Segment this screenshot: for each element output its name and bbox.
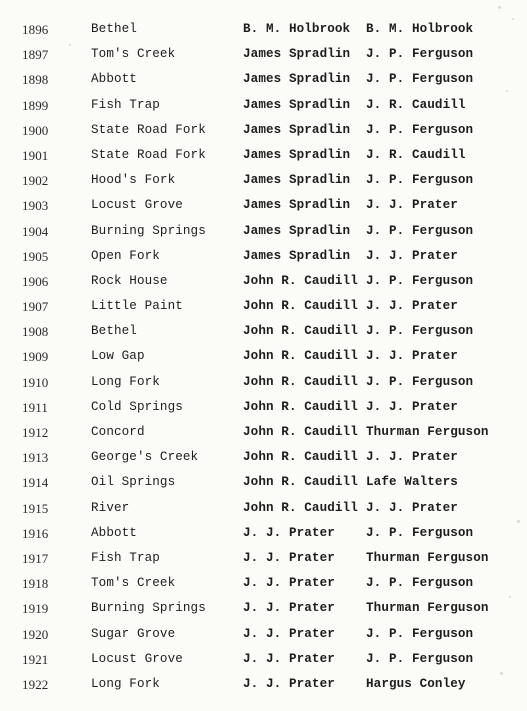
record-place: Rock House — [91, 273, 168, 288]
record-clerk: J. P. Ferguson — [366, 324, 474, 339]
record-clerk: J. P. Ferguson — [366, 626, 474, 641]
record-year: 1920 — [22, 626, 49, 642]
record-place: Tom's Creek — [91, 576, 176, 591]
record-row — [0, 571, 527, 596]
records-list — [0, 17, 527, 697]
record-year: 1898 — [22, 72, 49, 88]
record-clerk: J. J. Prater — [366, 450, 458, 465]
record-moderator: J. J. Prater — [243, 525, 335, 540]
record-clerk: J. J. Prater — [366, 349, 458, 364]
record-place: Abbott — [91, 525, 137, 540]
record-year: 1915 — [22, 500, 49, 516]
record-place: George's Creek — [91, 450, 199, 465]
record-moderator: James Spradlin — [243, 173, 351, 188]
record-place: Abbott — [91, 72, 137, 87]
record-place: Locust Grove — [91, 651, 183, 666]
record-place: Long Fork — [91, 374, 160, 389]
record-clerk: J. P. Ferguson — [366, 223, 474, 238]
record-year: 1910 — [22, 374, 49, 390]
record-year: 1921 — [22, 651, 49, 667]
record-year: 1919 — [22, 601, 49, 617]
record-place: Sugar Grove — [91, 626, 176, 641]
record-place: Tom's Creek — [91, 47, 176, 62]
record-place: River — [91, 500, 130, 515]
record-moderator: James Spradlin — [243, 223, 351, 238]
record-moderator: John R. Caudill — [243, 425, 358, 439]
record-row — [0, 193, 527, 218]
record-place: Burning Springs — [91, 601, 206, 616]
record-moderator: John R. Caudill — [243, 500, 358, 515]
record-moderator: James Spradlin — [243, 147, 351, 162]
record-place: Burning Springs — [91, 223, 206, 238]
record-year: 1903 — [22, 198, 49, 214]
record-row — [0, 168, 527, 193]
record-clerk: J. P. Ferguson — [366, 374, 474, 389]
record-year: 1899 — [22, 97, 49, 113]
record-place: Long Fork — [91, 676, 160, 691]
record-clerk: Lafe Walters — [366, 475, 458, 490]
record-clerk: J. J. Prater — [366, 248, 458, 263]
record-year: 1897 — [22, 47, 49, 63]
record-moderator: John R. Caudill — [243, 475, 358, 490]
record-clerk: J. J. Prater — [366, 198, 458, 213]
record-row — [0, 42, 527, 67]
record-moderator: James Spradlin — [243, 248, 351, 263]
record-clerk: J. P. Ferguson — [366, 47, 474, 62]
record-place: Little Paint — [91, 299, 183, 314]
record-clerk: J. P. Ferguson — [366, 72, 474, 87]
record-year: 1905 — [22, 248, 49, 264]
record-moderator: James Spradlin — [243, 122, 351, 137]
record-clerk: Thurman Ferguson — [366, 601, 489, 616]
record-row — [0, 445, 527, 470]
record-clerk: J. P. Ferguson — [366, 122, 474, 137]
record-row — [0, 67, 527, 92]
record-year: 1904 — [22, 223, 49, 239]
record-year: 1918 — [22, 576, 49, 592]
record-moderator: John R. Caudill — [243, 399, 358, 414]
record-moderator: James Spradlin — [243, 97, 351, 112]
record-moderator: J. J. Prater — [243, 576, 335, 591]
record-place: Bethel — [91, 324, 137, 339]
record-clerk: J. R. Caudill — [366, 147, 466, 162]
record-row — [0, 319, 527, 344]
record-moderator: James Spradlin — [243, 47, 351, 62]
record-year: 1908 — [22, 324, 49, 340]
record-row — [0, 521, 527, 546]
record-row — [0, 470, 527, 495]
record-year: 1907 — [22, 299, 49, 315]
record-clerk: Hargus Conley — [366, 676, 466, 691]
record-clerk: J. P. Ferguson — [366, 525, 474, 540]
record-place: Low Gap — [91, 349, 145, 364]
record-row — [0, 370, 527, 395]
record-year: 1909 — [22, 349, 49, 365]
record-moderator: James Spradlin — [243, 72, 351, 87]
record-clerk: J. P. Ferguson — [366, 273, 474, 288]
record-moderator: J. J. Prater — [243, 651, 335, 666]
record-year: 1922 — [22, 676, 49, 692]
record-row — [0, 269, 527, 294]
record-place: Cold Springs — [91, 399, 183, 414]
record-clerk: Thurman Ferguson — [366, 550, 489, 565]
record-place: Locust Grove — [91, 198, 183, 213]
record-moderator: J. J. Prater — [243, 601, 335, 616]
record-row — [0, 622, 527, 647]
record-moderator: John R. Caudill — [243, 273, 358, 288]
record-place: Concord — [91, 425, 145, 439]
record-moderator: J. J. Prater — [243, 550, 335, 565]
record-year: 1901 — [22, 147, 49, 163]
record-year: 1913 — [22, 450, 49, 466]
record-row — [0, 118, 527, 143]
record-row — [0, 496, 527, 521]
record-place: State Road Fork — [91, 122, 206, 137]
record-row — [0, 17, 527, 42]
record-row — [0, 344, 527, 369]
record-row — [0, 219, 527, 244]
record-clerk: J. P. Ferguson — [366, 576, 474, 591]
record-row — [0, 420, 527, 445]
record-row — [0, 244, 527, 269]
record-year: 1911 — [22, 399, 48, 415]
record-moderator: James Spradlin — [243, 198, 351, 213]
record-row — [0, 596, 527, 621]
record-moderator: John R. Caudill — [243, 349, 358, 364]
record-year: 1912 — [22, 425, 49, 440]
record-moderator: John R. Caudill — [243, 450, 358, 465]
record-row — [0, 647, 527, 672]
record-year: 1902 — [22, 173, 49, 189]
record-row — [0, 143, 527, 168]
record-place: Fish Trap — [91, 97, 160, 112]
record-year: 1916 — [22, 525, 49, 541]
record-year: 1896 — [22, 22, 49, 37]
record-clerk: Thurman Ferguson — [366, 425, 489, 439]
record-place: Oil Springs — [91, 475, 176, 490]
record-row — [0, 672, 527, 697]
record-clerk: J. P. Ferguson — [366, 173, 474, 188]
record-moderator: John R. Caudill — [243, 374, 358, 389]
record-row — [0, 294, 527, 319]
record-year: 1917 — [22, 550, 49, 566]
record-moderator: J. J. Prater — [243, 676, 335, 691]
record-clerk: J. P. Ferguson — [366, 651, 474, 666]
record-moderator: J. J. Prater — [243, 626, 335, 641]
record-place: Open Fork — [91, 248, 160, 263]
record-clerk: J. J. Prater — [366, 299, 458, 314]
record-clerk: B. M. Holbrook — [366, 22, 474, 36]
record-year: 1914 — [22, 475, 49, 491]
record-year: 1906 — [22, 273, 49, 289]
record-clerk: J. J. Prater — [366, 500, 458, 515]
record-place: Hood's Fork — [91, 173, 176, 188]
record-row — [0, 395, 527, 420]
record-clerk: J. J. Prater — [366, 399, 458, 414]
scan-speckle — [498, 6, 501, 9]
record-moderator: John R. Caudill — [243, 324, 358, 339]
record-year: 1900 — [22, 122, 49, 138]
record-moderator: John R. Caudill — [243, 299, 358, 314]
record-place: Bethel — [91, 22, 137, 36]
record-row — [0, 93, 527, 118]
record-place: Fish Trap — [91, 550, 160, 565]
record-moderator: B. M. Holbrook — [243, 22, 351, 36]
record-row — [0, 546, 527, 571]
record-place: State Road Fork — [91, 147, 206, 162]
record-clerk: J. R. Caudill — [366, 97, 466, 112]
